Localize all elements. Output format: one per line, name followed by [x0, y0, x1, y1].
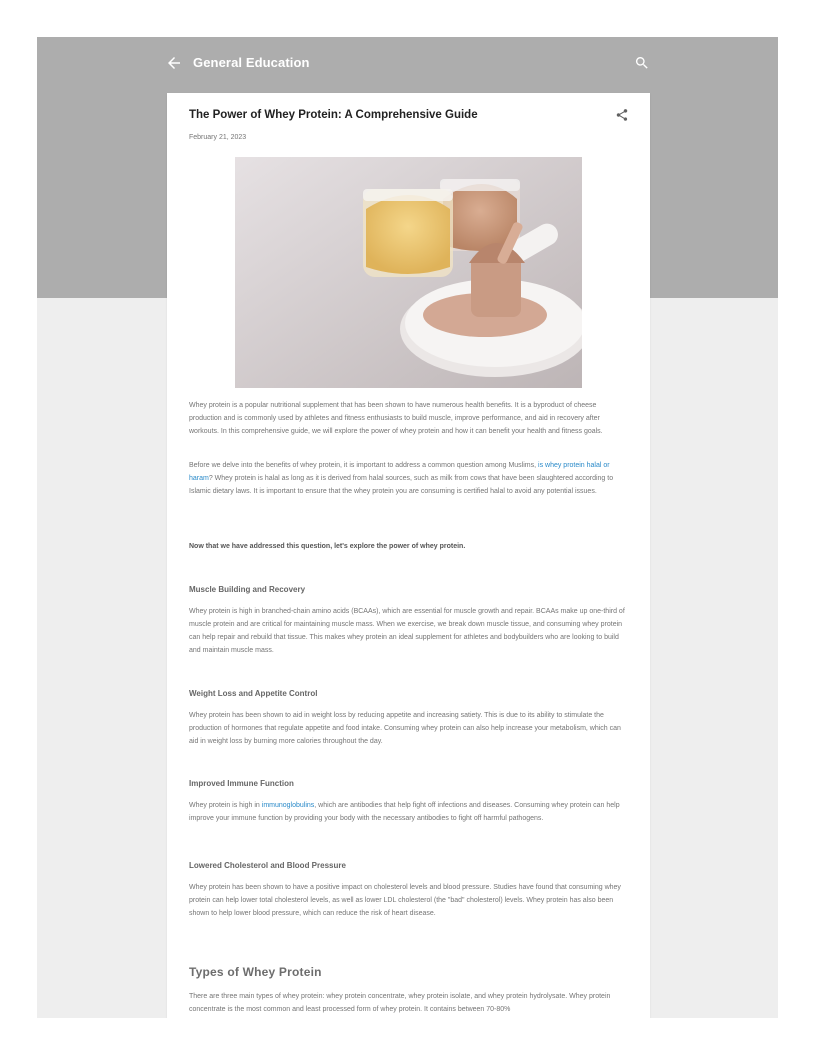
immune-heading: Improved Immune Function: [189, 779, 294, 788]
immune-paragraph: [189, 799, 629, 825]
blog-title[interactable]: General Education: [193, 55, 310, 70]
halal-text-after: ? Whey protein is halal as long as it is derived from halal sources, such as milk from cows that have been slaughtered according to Islamic dietary laws. It is important to ensure that the whey protein you are consuming is certified halal to avoid any potential issues.: [189, 475, 614, 495]
whey-protein-photo: [235, 157, 582, 388]
back-arrow-icon[interactable]: [165, 54, 183, 72]
top-bar: [37, 37, 778, 89]
immune-text-before: Whey protein is high in: [189, 802, 262, 809]
transition-text: Now that we have addressed this question, let's explore the power of whey protein.: [189, 543, 466, 550]
blog-page: [37, 37, 778, 1018]
halal-paragraph: [189, 459, 629, 498]
weight-heading: Weight Loss and Appetite Control: [189, 689, 318, 698]
cholesterol-paragraph: Whey protein has been shown to have a positive impact on cholesterol levels and blood pressure. Studies have found that consuming whey protein can help lower total cholesterol levels, as well as lower LDL cholesterol (the "bad" cholesterol) levels. Whey protein has also been shown to help lower blood pressure, which can reduce the risk of heart disease.: [189, 884, 621, 917]
muscle-paragraph: Whey protein is high in branched-chain amino acids (BCAAs), which are essential for muscle growth and repair. BCAAs make up one-third of muscle protein and are critical for maintaining muscle mass. When we exercise, we break down muscle tissue, and consuming whey protein can help repair and rebuild that tissue. This makes whey protein an ideal supplement for athletes and bodybuilders who are looking to build and maintain muscle mass.: [189, 608, 625, 654]
weight-paragraph: Whey protein has been shown to aid in weight loss by reducing appetite and increasing satiety. This is due to its ability to stimulate the production of hormones that regulate appetite and food intake. Consuming whey protein can also help increase your metabolism, which can aid in weight loss by burning more calories throughout the day.: [189, 712, 621, 745]
immunoglobulins-link[interactable]: immunoglobulins: [261, 802, 315, 809]
halal-link[interactable]: is whey protein halal or haram: [189, 462, 610, 482]
post-card: [167, 93, 650, 1018]
types-paragraph: There are three main types of whey protein: whey protein concentrate, whey protein isolate, and whey protein hydrolysate. Whey protein concentrate is the most common and least processed form of whey protein. It contains between 70-80%: [189, 993, 611, 1013]
halal-text-before: Before we delve into the benefits of whey protein, it is important to address a common question among Muslims,: [189, 462, 539, 469]
share-icon[interactable]: [615, 108, 629, 122]
types-heading: Types of Whey Protein: [189, 965, 322, 979]
muscle-heading: Muscle Building and Recovery: [189, 585, 306, 594]
post-title: The Power of Whey Protein: A Comprehensive Guide: [189, 109, 478, 121]
intro-paragraph: Whey protein is a popular nutritional supplement that has been shown to have numerous health benefits. It is a byproduct of cheese production and is commonly used by athletes and fitness enthusiasts to build muscle, improve performance, and aid in recovery after workouts. In this comprehensive guide, we will explore the power of whey protein and how it can benefit your health and fitness goals.: [189, 402, 603, 435]
cholesterol-heading: Lowered Cholesterol and Blood Pressure: [189, 861, 346, 870]
immune-text-after: , which are antibodies that help fight off infections and diseases. Consuming whey protein can help improve your immune function by providing your body with the necessary antibodies to fight off harmful pathogens.: [189, 802, 620, 822]
search-icon[interactable]: [634, 55, 650, 71]
post-date: February 21, 2023: [189, 134, 247, 141]
